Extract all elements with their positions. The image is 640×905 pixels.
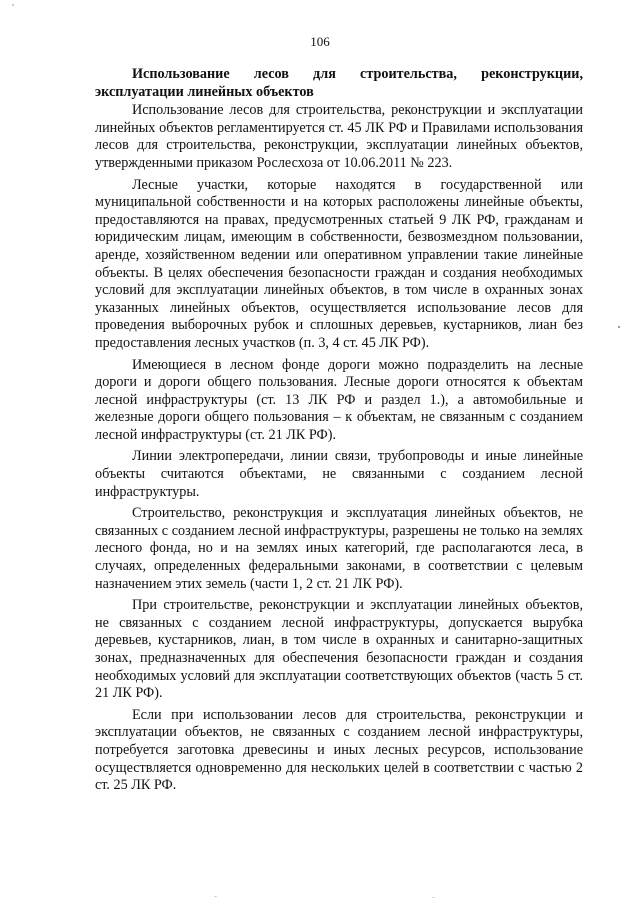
scan-speck (618, 326, 620, 328)
section-heading: Использование лесов для строительства, реконструкции, эксплуатации линейных объектов (95, 66, 583, 100)
paragraph-5: Строительство, реконструкция и эксплуатация линейных объектов, не связанных с созданием лесной инфраструктуры, разрешены не только на землях лесного фонда, но и на землях иных категорий, где располагаются леса, в случаях, определенных федеральными законами, в соответствии с целевым назначением этих земель (части 1, 2 ст. 21 ЛК РФ). (95, 505, 583, 592)
paragraph-7: Если при использовании лесов для строительства, реконструкции и эксплуатации объектов, не связанных с созданием лесной инфраструктуры, потребуется заготовка древесины и иных лесных ресурсов, использование осуществляется одновременно для нескольких целей в соответствии с частью 2 ст. 25 ЛК РФ. (95, 706, 583, 794)
page-number: 106 (310, 34, 330, 49)
paragraph-3: Имеющиеся в лесном фонде дороги можно подразделить на лесные дороги и дороги общего пользования. Лесные дороги относятся к объектам лесной инфраструктуры (ст. 13 ЛК РФ и раздел 1.), а автомобильные и железные дороги общего пользования – к объектам, не связанным с созданием лесной инфраструктуры (ст. 21 ЛК РФ). (95, 356, 583, 443)
scan-speck (432, 897, 435, 898)
scan-speck (12, 4, 14, 6)
paragraph-4: Линии электропередачи, линии связи, трубопроводы и иные линейные объекты считаются объектами, не связанными с созданием лесной инфраструктуры. (95, 448, 583, 500)
page-body (95, 66, 583, 795)
paragraph-1: Использование лесов для строительства, реконструкции и эксплуатации линейных объектов регламентируется ст. 45 ЛК РФ и Правилами использования лесов для строительства, реконструкции, эксплуатации линейных объектов, утвержденными приказом Рослесхоза от 10.06.2011 № 223. (95, 102, 583, 171)
paragraph-2: Лесные участки, которые находятся в государственной или муниципальной собственности и на которых расположены линейные объекты, предоставляются на правах, предусмотренных статьей 9 ЛК РФ, гражданам и юридическим лицам, имеющим в собственности, безвозмездном пользовании, аренде, хозяйственном ведении или оперативном управлении такие линейные объекты. В целях обеспечения безопасности граждан и создания необходимых условий для эксплуатации линейных объектов, в том числе в охранных зонах указанных линейных объектов, осуществляется использование лесов для проведения выборочных рубок и сплошных деревьев, кустарников, лиан без предоставления лесных участков (п. 3, 4 ст. 45 ЛК РФ). (95, 176, 583, 351)
scan-speck (214, 896, 217, 897)
paragraph-6: При строительстве, реконструкции и эксплуатации линейных объектов, не связанных с созданием лесной инфраструктуры, допускается вырубка деревьев, кустарников, лиан, в том числе в охранных и санитарно-защитных зонах, предназначенных для обеспечения безопасности граждан и создания необходимых условий для эксплуатации соответствующих объектов (часть 5 ст. 21 ЛК РФ). (95, 597, 583, 702)
